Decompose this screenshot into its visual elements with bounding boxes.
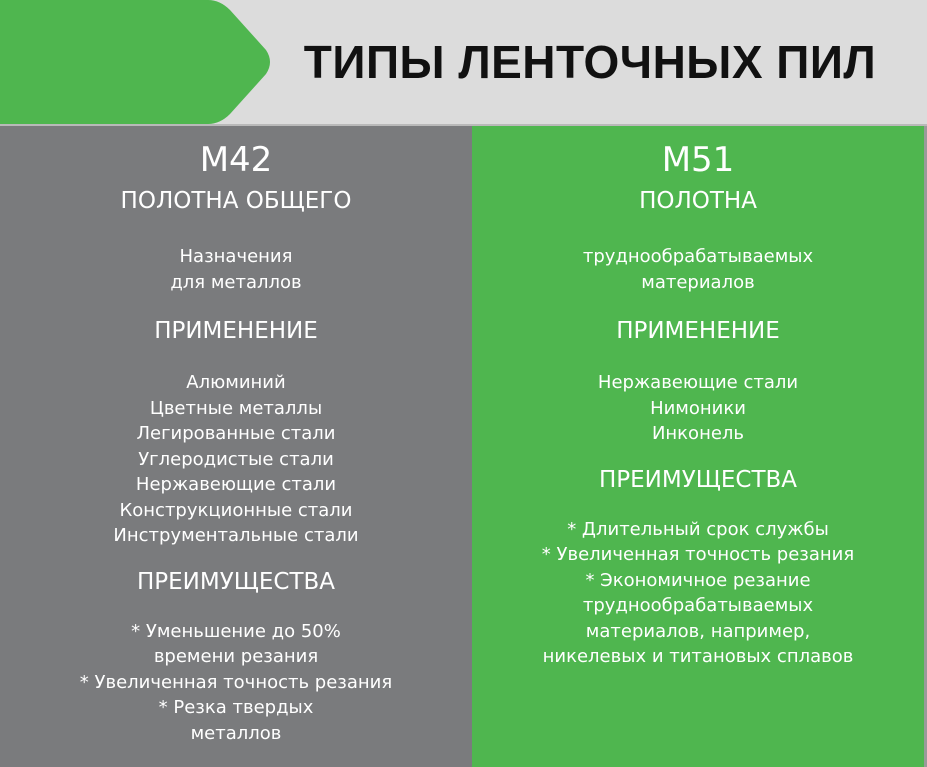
application-item: Легированные стали	[136, 423, 336, 444]
column-m42	[0, 126, 472, 767]
advantage-line: времени резания	[153, 646, 319, 667]
application-item: Цветные металлы	[149, 397, 323, 419]
application-item: Нержавеющие стали	[135, 474, 337, 495]
advantage-line: * Экономичное резание	[585, 569, 811, 591]
advantage-line: труднообрабатываемых	[582, 595, 814, 616]
application-item: Инструментальные стали	[113, 525, 359, 546]
advantage-line: * Увеличенная точность резания	[79, 671, 393, 693]
purpose-text	[472, 244, 924, 295]
purpose-line: труднообрабатываемых	[582, 246, 814, 267]
column-subtitle: ПОЛОТНА ОБЩЕГО	[120, 188, 352, 214]
green-arrow-shape	[0, 0, 275, 124]
advantage-line: материалов, например,	[585, 620, 811, 642]
application-heading: ПРИМЕНЕНИЕ	[154, 318, 318, 344]
advantages-heading: ПРЕИМУЩЕСТВА	[136, 568, 336, 595]
header-banner	[0, 0, 927, 126]
purpose-line: для металлов	[170, 271, 302, 293]
advantages-heading: ПРЕИМУЩЕСТВА	[598, 466, 798, 493]
advantage-line: металлов	[190, 722, 282, 744]
column-m51	[472, 126, 927, 767]
purpose-line: материалов	[641, 271, 755, 293]
application-item: Инконель	[651, 423, 745, 444]
advantage-line: * Уменьшение до 50%	[131, 620, 341, 642]
application-heading: ПРИМЕНЕНИЕ	[616, 318, 780, 344]
application-item: Углеродистые стали	[138, 448, 334, 470]
advantages-list	[0, 619, 472, 747]
advantage-line: * Резка твердых	[158, 697, 314, 718]
application-item: Нимоники	[650, 397, 746, 419]
purpose-text	[0, 244, 472, 295]
application-list	[0, 370, 472, 549]
purpose-line: Назначения	[179, 246, 293, 267]
application-item: Алюминий	[186, 372, 286, 393]
application-item: Конструкционные стали	[119, 499, 353, 521]
advantage-line: * Длительный срок службы	[567, 518, 829, 540]
application-item: Нержавеющие стали	[597, 372, 799, 393]
column-subtitle: ПОЛОТНА	[639, 188, 757, 214]
advantage-line: * Увеличенная точность резания	[541, 544, 855, 565]
advantage-line: никелевых и титановых сплавов	[542, 646, 854, 667]
page-title: ТИПЫ ЛЕНТОЧНЫХ ПИЛ	[303, 36, 877, 88]
application-list	[472, 370, 924, 447]
advantages-list	[472, 517, 924, 670]
column-code: M42	[199, 140, 273, 180]
column-code: M51	[661, 140, 735, 180]
